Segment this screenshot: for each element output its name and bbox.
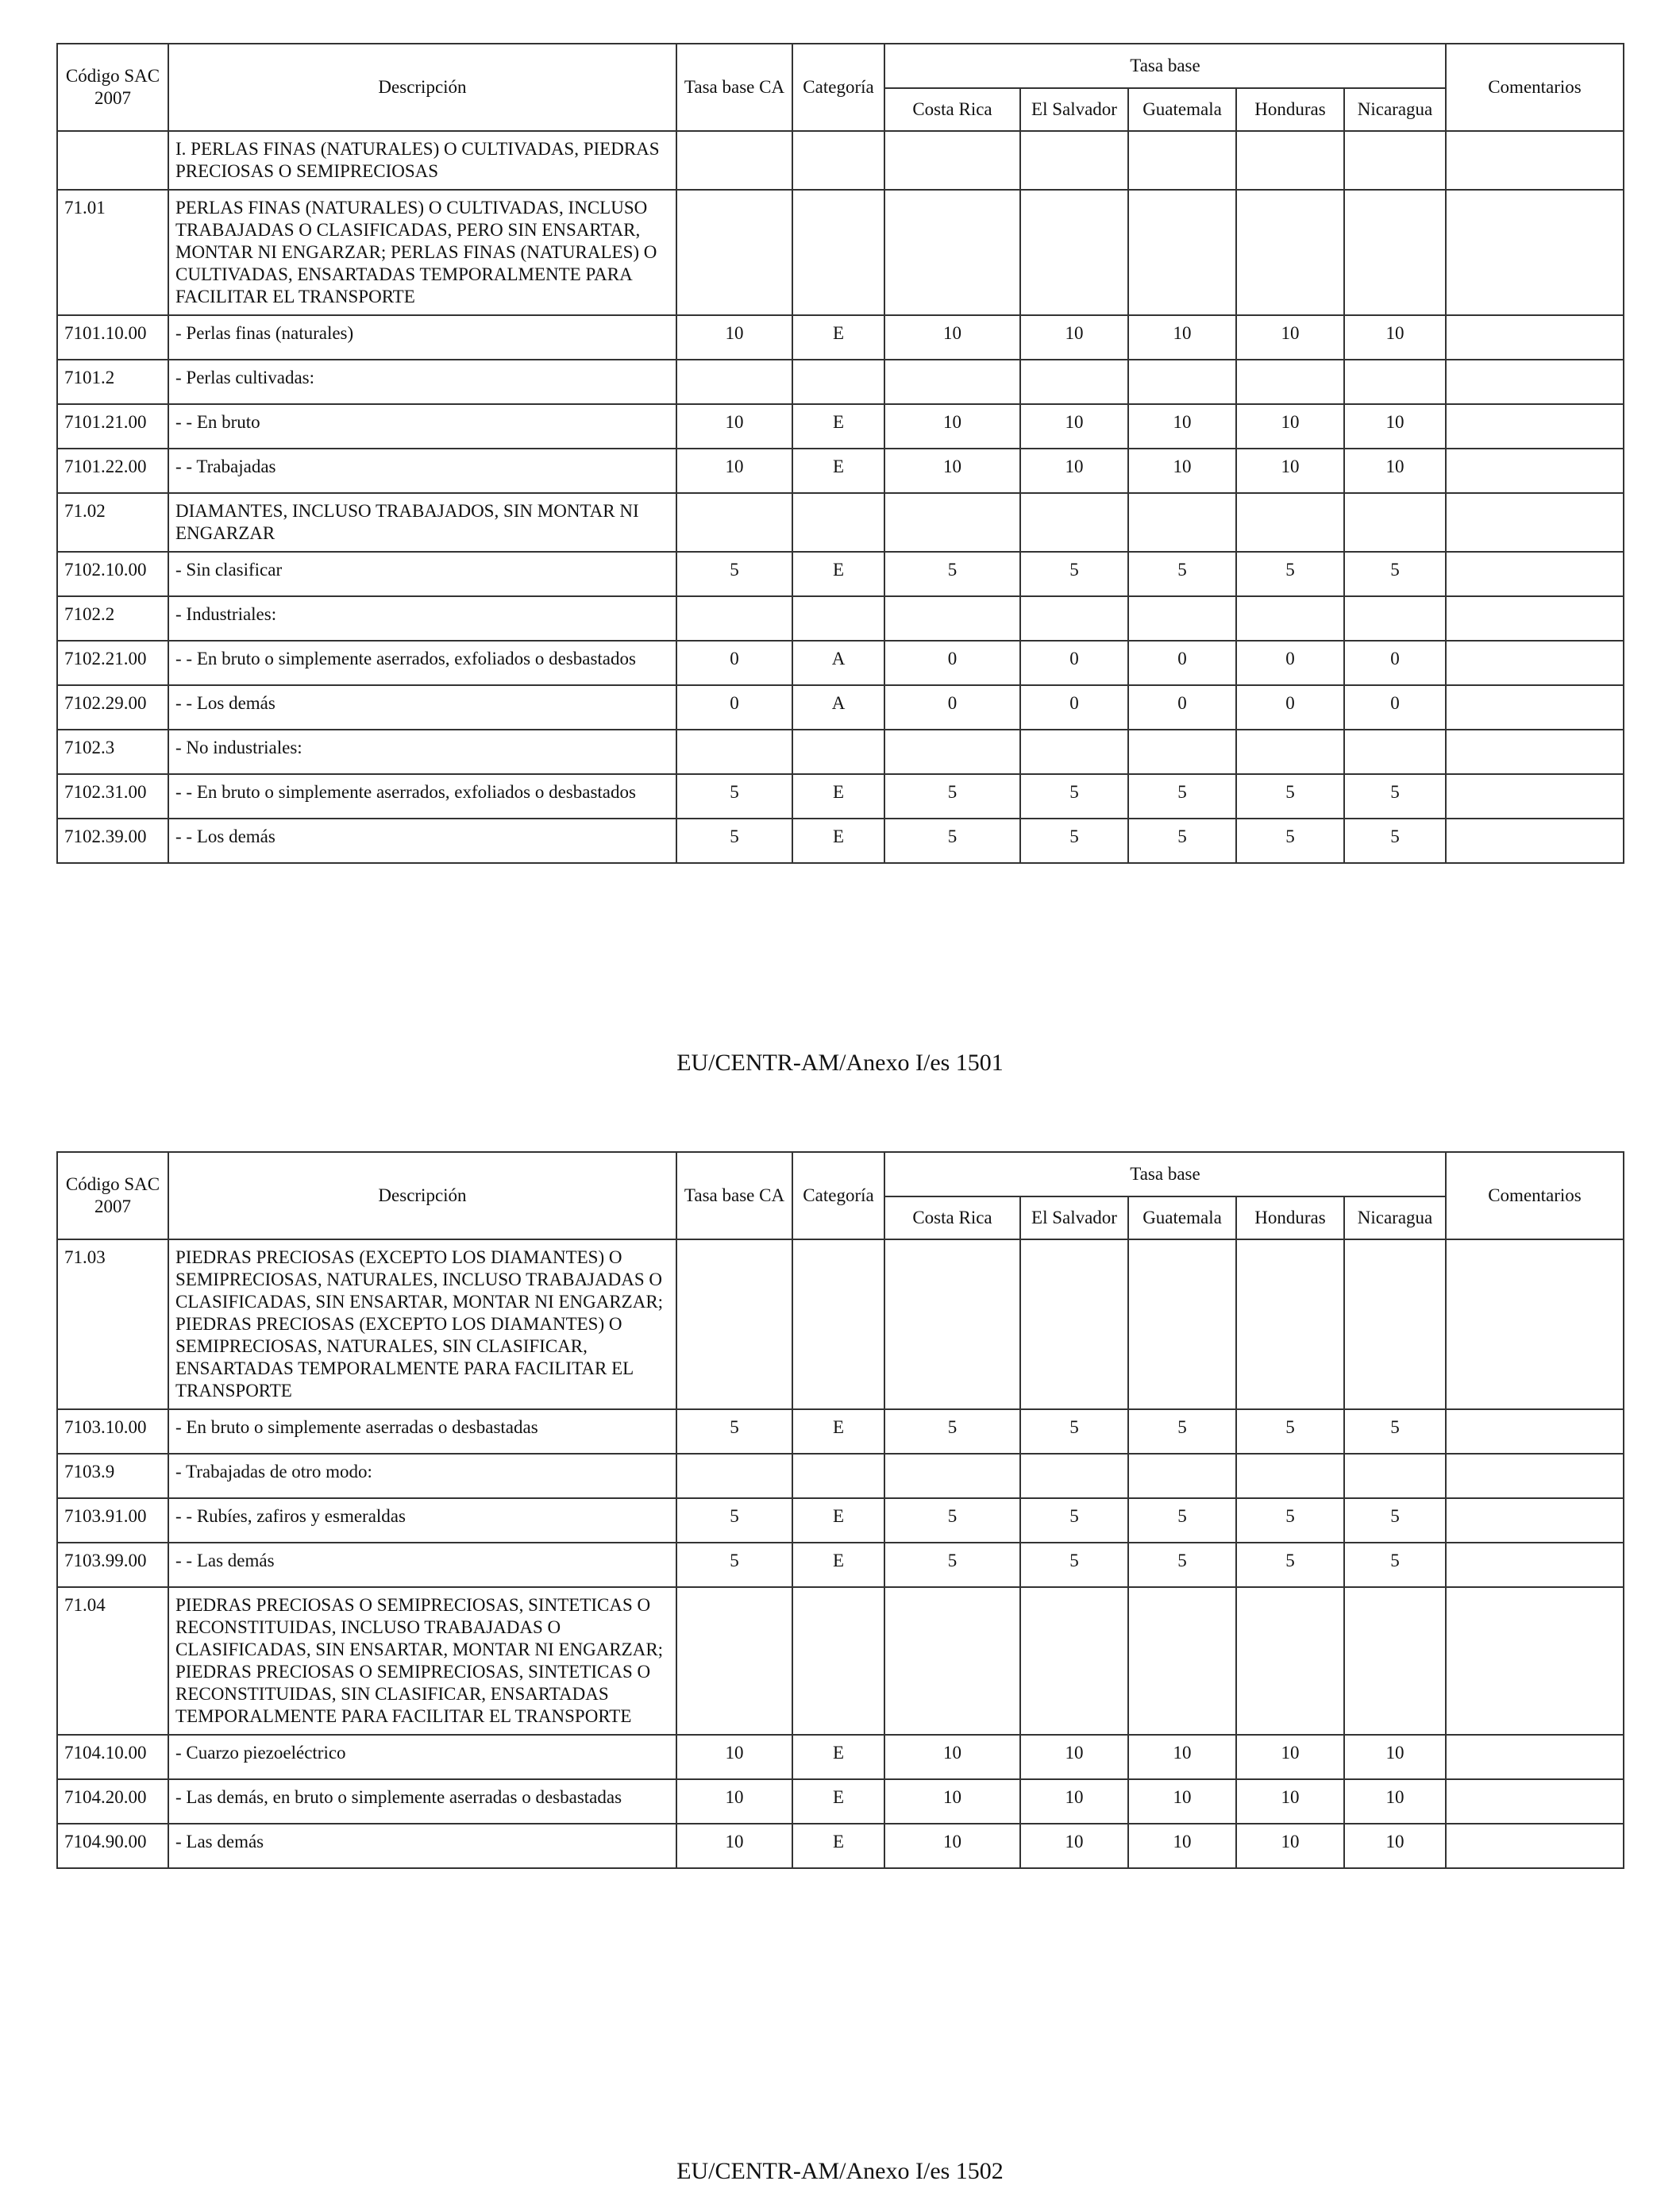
- cell-code: 7101.10.00: [57, 315, 168, 360]
- cell-comments: [1446, 552, 1624, 596]
- cell-guatemala: [1128, 493, 1236, 552]
- cell-guatemala: 5: [1128, 819, 1236, 863]
- cell-base-ca: 5: [676, 1498, 792, 1543]
- cell-nicaragua: 10: [1344, 404, 1446, 449]
- cell-comments: [1446, 596, 1624, 641]
- cell-code: 7102.39.00: [57, 819, 168, 863]
- cell-base-ca: [676, 131, 792, 190]
- table-row: [57, 1409, 1624, 1454]
- header-code: Código SAC 2007: [57, 1152, 168, 1239]
- cell-code: 71.01: [57, 190, 168, 315]
- cell-honduras: 5: [1236, 552, 1344, 596]
- cell-category: [792, 1454, 884, 1498]
- cell-nicaragua: 5: [1344, 552, 1446, 596]
- cell-comments: [1446, 449, 1624, 493]
- cell-nicaragua: [1344, 730, 1446, 774]
- cell-description: - - En bruto o simplemente aserrados, exfoliados o desbastados: [168, 641, 676, 685]
- cell-description: - Perlas cultivadas:: [168, 360, 676, 404]
- cell-comments: [1446, 1735, 1624, 1779]
- cell-honduras: 5: [1236, 819, 1344, 863]
- table-row: [57, 1779, 1624, 1824]
- cell-guatemala: 10: [1128, 1735, 1236, 1779]
- cell-nicaragua: 10: [1344, 449, 1446, 493]
- table-row: [57, 315, 1624, 360]
- cell-nicaragua: [1344, 1454, 1446, 1498]
- cell-costa-rica: 5: [884, 552, 1020, 596]
- cell-guatemala: 0: [1128, 641, 1236, 685]
- cell-comments: [1446, 819, 1624, 863]
- table-row: [57, 1454, 1624, 1498]
- tariff-table-page-1: [56, 43, 1624, 864]
- cell-costa-rica: 0: [884, 641, 1020, 685]
- cell-category: E: [792, 1409, 884, 1454]
- cell-base-ca: 5: [676, 819, 792, 863]
- cell-code: 7104.10.00: [57, 1735, 168, 1779]
- cell-el-salvador: [1020, 1239, 1128, 1409]
- table-body-page-1: [57, 131, 1624, 863]
- cell-nicaragua: [1344, 360, 1446, 404]
- header-base-ca: Tasa base CA: [676, 44, 792, 131]
- cell-nicaragua: 0: [1344, 685, 1446, 730]
- cell-costa-rica: [884, 1454, 1020, 1498]
- cell-base-ca: 5: [676, 774, 792, 819]
- cell-code: 7102.21.00: [57, 641, 168, 685]
- cell-category: [792, 730, 884, 774]
- cell-category: E: [792, 1498, 884, 1543]
- cell-base-ca: 10: [676, 404, 792, 449]
- table-row: [57, 1587, 1624, 1735]
- header-honduras: Honduras: [1236, 1196, 1344, 1239]
- header-el-salvador: El Salvador: [1020, 88, 1128, 131]
- cell-costa-rica: [884, 360, 1020, 404]
- header-description: Descripción: [168, 1152, 676, 1239]
- cell-el-salvador: [1020, 1587, 1128, 1735]
- cell-description: - - Rubíes, zafiros y esmeraldas: [168, 1498, 676, 1543]
- cell-base-ca: 10: [676, 1779, 792, 1824]
- cell-description: - - En bruto: [168, 404, 676, 449]
- cell-guatemala: [1128, 1454, 1236, 1498]
- cell-base-ca: [676, 493, 792, 552]
- cell-comments: [1446, 685, 1624, 730]
- cell-guatemala: 5: [1128, 1409, 1236, 1454]
- cell-comments: [1446, 131, 1624, 190]
- cell-costa-rica: 10: [884, 449, 1020, 493]
- cell-base-ca: [676, 360, 792, 404]
- cell-description: - Trabajadas de otro modo:: [168, 1454, 676, 1498]
- cell-costa-rica: 5: [884, 1543, 1020, 1587]
- cell-code: 71.04: [57, 1587, 168, 1735]
- cell-costa-rica: 5: [884, 774, 1020, 819]
- cell-base-ca: 10: [676, 1824, 792, 1868]
- header-tasa-base: Tasa base: [884, 44, 1446, 88]
- cell-base-ca: [676, 596, 792, 641]
- cell-honduras: [1236, 493, 1344, 552]
- cell-nicaragua: [1344, 1239, 1446, 1409]
- header-el-salvador: El Salvador: [1020, 1196, 1128, 1239]
- cell-guatemala: 0: [1128, 685, 1236, 730]
- cell-el-salvador: 5: [1020, 774, 1128, 819]
- cell-nicaragua: [1344, 131, 1446, 190]
- cell-comments: [1446, 315, 1624, 360]
- cell-costa-rica: 10: [884, 404, 1020, 449]
- cell-comments: [1446, 1543, 1624, 1587]
- cell-honduras: 10: [1236, 404, 1344, 449]
- table-row: [57, 1735, 1624, 1779]
- header-code: Código SAC 2007: [57, 44, 168, 131]
- table-row: [57, 730, 1624, 774]
- cell-el-salvador: 10: [1020, 404, 1128, 449]
- cell-honduras: 10: [1236, 1735, 1344, 1779]
- cell-guatemala: 5: [1128, 1498, 1236, 1543]
- cell-nicaragua: 10: [1344, 1735, 1446, 1779]
- cell-comments: [1446, 493, 1624, 552]
- cell-costa-rica: 5: [884, 1409, 1020, 1454]
- cell-code: 7101.21.00: [57, 404, 168, 449]
- cell-honduras: 5: [1236, 1498, 1344, 1543]
- table-row: [57, 819, 1624, 863]
- cell-guatemala: 10: [1128, 449, 1236, 493]
- cell-costa-rica: 10: [884, 1735, 1020, 1779]
- cell-description: - No industriales:: [168, 730, 676, 774]
- cell-base-ca: [676, 1239, 792, 1409]
- cell-guatemala: 5: [1128, 774, 1236, 819]
- cell-comments: [1446, 1409, 1624, 1454]
- table-row: [57, 131, 1624, 190]
- page-footer-1: EU/CENTR-AM/Anexo I/es 1501: [676, 1050, 1004, 1076]
- cell-guatemala: 5: [1128, 1543, 1236, 1587]
- cell-honduras: 0: [1236, 685, 1344, 730]
- cell-description: I. PERLAS FINAS (NATURALES) O CULTIVADAS, PIEDRAS PRECIOSAS O SEMIPRECIOSAS: [168, 131, 676, 190]
- header-costa-rica: Costa Rica: [884, 88, 1020, 131]
- cell-description: - Cuarzo piezoeléctrico: [168, 1735, 676, 1779]
- cell-el-salvador: 5: [1020, 1409, 1128, 1454]
- cell-category: E: [792, 1824, 884, 1868]
- cell-el-salvador: 0: [1020, 641, 1128, 685]
- cell-costa-rica: [884, 1587, 1020, 1735]
- cell-code: 7104.90.00: [57, 1824, 168, 1868]
- cell-el-salvador: 10: [1020, 1824, 1128, 1868]
- page-footer-2: EU/CENTR-AM/Anexo I/es 1502: [676, 2158, 1004, 2184]
- cell-el-salvador: [1020, 190, 1128, 315]
- cell-code: 7103.9: [57, 1454, 168, 1498]
- cell-costa-rica: [884, 596, 1020, 641]
- cell-description: - Sin clasificar: [168, 552, 676, 596]
- cell-honduras: [1236, 360, 1344, 404]
- table-row: [57, 1239, 1624, 1409]
- cell-comments: [1446, 641, 1624, 685]
- cell-nicaragua: 5: [1344, 1409, 1446, 1454]
- cell-honduras: 10: [1236, 1824, 1344, 1868]
- cell-code: 7103.91.00: [57, 1498, 168, 1543]
- cell-description: - Las demás, en bruto o simplemente aserradas o desbastadas: [168, 1779, 676, 1824]
- cell-code: 7102.2: [57, 596, 168, 641]
- header-base-ca: Tasa base CA: [676, 1152, 792, 1239]
- cell-code: 71.02: [57, 493, 168, 552]
- header-category: Categoría: [792, 1152, 884, 1239]
- cell-category: [792, 596, 884, 641]
- cell-guatemala: [1128, 1587, 1236, 1735]
- cell-nicaragua: 10: [1344, 315, 1446, 360]
- cell-category: A: [792, 641, 884, 685]
- cell-honduras: 10: [1236, 1779, 1344, 1824]
- cell-el-salvador: 5: [1020, 1498, 1128, 1543]
- cell-el-salvador: 10: [1020, 1735, 1128, 1779]
- cell-el-salvador: 10: [1020, 449, 1128, 493]
- table-row: [57, 596, 1624, 641]
- table-row: [57, 774, 1624, 819]
- header-comments: Comentarios: [1446, 44, 1624, 131]
- cell-description: - Las demás: [168, 1824, 676, 1868]
- table-row: [57, 1498, 1624, 1543]
- cell-guatemala: [1128, 596, 1236, 641]
- cell-costa-rica: 0: [884, 685, 1020, 730]
- cell-code: 7101.2: [57, 360, 168, 404]
- cell-base-ca: [676, 730, 792, 774]
- cell-comments: [1446, 1824, 1624, 1868]
- cell-description: - En bruto o simplemente aserradas o desbastadas: [168, 1409, 676, 1454]
- cell-category: E: [792, 1543, 884, 1587]
- cell-code: 7102.31.00: [57, 774, 168, 819]
- cell-base-ca: 5: [676, 552, 792, 596]
- cell-honduras: 10: [1236, 315, 1344, 360]
- cell-category: A: [792, 685, 884, 730]
- table-body-page-2: [57, 1239, 1624, 1868]
- cell-el-salvador: 10: [1020, 315, 1128, 360]
- table-row: [57, 641, 1624, 685]
- cell-base-ca: [676, 1587, 792, 1735]
- cell-base-ca: 10: [676, 315, 792, 360]
- table-row: [57, 190, 1624, 315]
- header-comments: Comentarios: [1446, 1152, 1624, 1239]
- cell-code: 7103.10.00: [57, 1409, 168, 1454]
- cell-category: [792, 131, 884, 190]
- cell-guatemala: 5: [1128, 552, 1236, 596]
- cell-comments: [1446, 1239, 1624, 1409]
- cell-nicaragua: [1344, 1587, 1446, 1735]
- cell-base-ca: 10: [676, 1735, 792, 1779]
- cell-costa-rica: [884, 493, 1020, 552]
- cell-category: E: [792, 315, 884, 360]
- cell-description: - - En bruto o simplemente aserrados, exfoliados o desbastados: [168, 774, 676, 819]
- cell-guatemala: 10: [1128, 1824, 1236, 1868]
- cell-honduras: 10: [1236, 449, 1344, 493]
- cell-category: E: [792, 552, 884, 596]
- cell-comments: [1446, 1587, 1624, 1735]
- cell-comments: [1446, 1498, 1624, 1543]
- cell-category: [792, 360, 884, 404]
- cell-comments: [1446, 360, 1624, 404]
- table-row: [57, 552, 1624, 596]
- cell-el-salvador: [1020, 596, 1128, 641]
- cell-costa-rica: 5: [884, 819, 1020, 863]
- cell-costa-rica: [884, 730, 1020, 774]
- header-guatemala: Guatemala: [1128, 1196, 1236, 1239]
- cell-description: PIEDRAS PRECIOSAS O SEMIPRECIOSAS, SINTETICAS O RECONSTITUIDAS, INCLUSO TRABAJADAS O CLASIFICADAS, SIN ENSARTAR, MONTAR NI ENGARZAR; PIEDRAS PRECIOSAS O SEMIPRECIOSAS, SINTETICAS O RECONSTITUIDAS, SIN CLASIFICAR, ENSARTADAS TEMPORALMENTE PARA FACILITAR EL TRANSPORTE: [168, 1587, 676, 1735]
- header-tasa-base: Tasa base: [884, 1152, 1446, 1196]
- cell-el-salvador: 5: [1020, 552, 1128, 596]
- cell-nicaragua: 5: [1344, 1543, 1446, 1587]
- tariff-table-page-2: [56, 1151, 1624, 1869]
- cell-costa-rica: 10: [884, 1779, 1020, 1824]
- cell-code: 7102.10.00: [57, 552, 168, 596]
- cell-guatemala: [1128, 190, 1236, 315]
- cell-el-salvador: 0: [1020, 685, 1128, 730]
- cell-el-salvador: [1020, 360, 1128, 404]
- cell-costa-rica: [884, 1239, 1020, 1409]
- cell-comments: [1446, 1454, 1624, 1498]
- cell-nicaragua: 0: [1344, 641, 1446, 685]
- header-guatemala: Guatemala: [1128, 88, 1236, 131]
- cell-category: [792, 190, 884, 315]
- cell-nicaragua: [1344, 190, 1446, 315]
- cell-category: E: [792, 819, 884, 863]
- header-nicaragua: Nicaragua: [1344, 88, 1446, 131]
- cell-honduras: [1236, 131, 1344, 190]
- cell-el-salvador: [1020, 131, 1128, 190]
- cell-comments: [1446, 190, 1624, 315]
- cell-honduras: 5: [1236, 1543, 1344, 1587]
- table-row: [57, 360, 1624, 404]
- cell-description: PERLAS FINAS (NATURALES) O CULTIVADAS, INCLUSO TRABAJADAS O CLASIFICADAS, PERO SIN ENSARTAR, MONTAR NI ENGARZAR; PERLAS FINAS (NATURALES) O CULTIVADAS, ENSARTADAS TEMPORALMENTE PARA FACILITAR EL TRANSPORTE: [168, 190, 676, 315]
- cell-el-salvador: 10: [1020, 1779, 1128, 1824]
- cell-el-salvador: [1020, 1454, 1128, 1498]
- cell-base-ca: [676, 190, 792, 315]
- cell-costa-rica: 10: [884, 1824, 1020, 1868]
- cell-category: [792, 1239, 884, 1409]
- cell-base-ca: 5: [676, 1409, 792, 1454]
- cell-base-ca: 0: [676, 641, 792, 685]
- header-nicaragua: Nicaragua: [1344, 1196, 1446, 1239]
- cell-guatemala: [1128, 360, 1236, 404]
- cell-costa-rica: 5: [884, 1498, 1020, 1543]
- cell-guatemala: [1128, 730, 1236, 774]
- header-honduras: Honduras: [1236, 88, 1344, 131]
- cell-category: E: [792, 1735, 884, 1779]
- cell-honduras: [1236, 1587, 1344, 1735]
- cell-category: E: [792, 1779, 884, 1824]
- cell-code: 7103.99.00: [57, 1543, 168, 1587]
- cell-el-salvador: [1020, 493, 1128, 552]
- cell-base-ca: 10: [676, 449, 792, 493]
- header-category: Categoría: [792, 44, 884, 131]
- cell-category: E: [792, 774, 884, 819]
- cell-description: - Perlas finas (naturales): [168, 315, 676, 360]
- cell-costa-rica: [884, 131, 1020, 190]
- header-description: Descripción: [168, 44, 676, 131]
- table-row: [57, 404, 1624, 449]
- cell-nicaragua: 5: [1344, 819, 1446, 863]
- cell-code: [57, 131, 168, 190]
- cell-guatemala: 10: [1128, 1779, 1236, 1824]
- cell-category: [792, 493, 884, 552]
- cell-honduras: [1236, 190, 1344, 315]
- cell-code: 7104.20.00: [57, 1779, 168, 1824]
- cell-category: E: [792, 404, 884, 449]
- cell-el-salvador: [1020, 730, 1128, 774]
- cell-code: 7102.3: [57, 730, 168, 774]
- cell-comments: [1446, 1779, 1624, 1824]
- cell-description: - - Las demás: [168, 1543, 676, 1587]
- cell-costa-rica: 10: [884, 315, 1020, 360]
- cell-nicaragua: 5: [1344, 774, 1446, 819]
- cell-honduras: [1236, 1239, 1344, 1409]
- table-row: [57, 449, 1624, 493]
- cell-nicaragua: 10: [1344, 1824, 1446, 1868]
- cell-code: 7101.22.00: [57, 449, 168, 493]
- cell-honduras: 5: [1236, 1409, 1344, 1454]
- cell-honduras: 5: [1236, 774, 1344, 819]
- cell-costa-rica: [884, 190, 1020, 315]
- cell-base-ca: 0: [676, 685, 792, 730]
- cell-honduras: [1236, 730, 1344, 774]
- table-row: [57, 685, 1624, 730]
- cell-el-salvador: 5: [1020, 819, 1128, 863]
- cell-honduras: [1236, 1454, 1344, 1498]
- cell-category: [792, 1587, 884, 1735]
- table-row: [57, 1824, 1624, 1868]
- cell-nicaragua: [1344, 493, 1446, 552]
- cell-nicaragua: 10: [1344, 1779, 1446, 1824]
- cell-nicaragua: [1344, 596, 1446, 641]
- cell-guatemala: [1128, 131, 1236, 190]
- cell-description: DIAMANTES, INCLUSO TRABAJADOS, SIN MONTAR NI ENGARZAR: [168, 493, 676, 552]
- cell-description: PIEDRAS PRECIOSAS (EXCEPTO LOS DIAMANTES) O SEMIPRECIOSAS, NATURALES, INCLUSO TRABAJADAS O CLASIFICADAS, SIN ENSARTAR, MONTAR NI ENGARZAR; PIEDRAS PRECIOSAS (EXCEPTO LOS DIAMANTES) O SEMIPRECIOSAS, NATURALES, SIN CLASIFICAR, ENSARTADAS TEMPORALMENTE PARA FACILITAR EL TRANSPORTE: [168, 1239, 676, 1409]
- cell-description: - - Trabajadas: [168, 449, 676, 493]
- header-costa-rica: Costa Rica: [884, 1196, 1020, 1239]
- cell-category: E: [792, 449, 884, 493]
- table-row: [57, 1543, 1624, 1587]
- table-row: [57, 493, 1624, 552]
- cell-honduras: [1236, 596, 1344, 641]
- cell-comments: [1446, 774, 1624, 819]
- cell-honduras: 0: [1236, 641, 1344, 685]
- cell-code: 71.03: [57, 1239, 168, 1409]
- cell-guatemala: 10: [1128, 404, 1236, 449]
- cell-guatemala: [1128, 1239, 1236, 1409]
- cell-guatemala: 10: [1128, 315, 1236, 360]
- cell-comments: [1446, 730, 1624, 774]
- cell-comments: [1446, 404, 1624, 449]
- cell-description: - Industriales:: [168, 596, 676, 641]
- cell-code: 7102.29.00: [57, 685, 168, 730]
- cell-description: - - Los demás: [168, 685, 676, 730]
- cell-base-ca: [676, 1454, 792, 1498]
- cell-el-salvador: 5: [1020, 1543, 1128, 1587]
- cell-nicaragua: 5: [1344, 1498, 1446, 1543]
- cell-description: - - Los demás: [168, 819, 676, 863]
- cell-base-ca: 5: [676, 1543, 792, 1587]
